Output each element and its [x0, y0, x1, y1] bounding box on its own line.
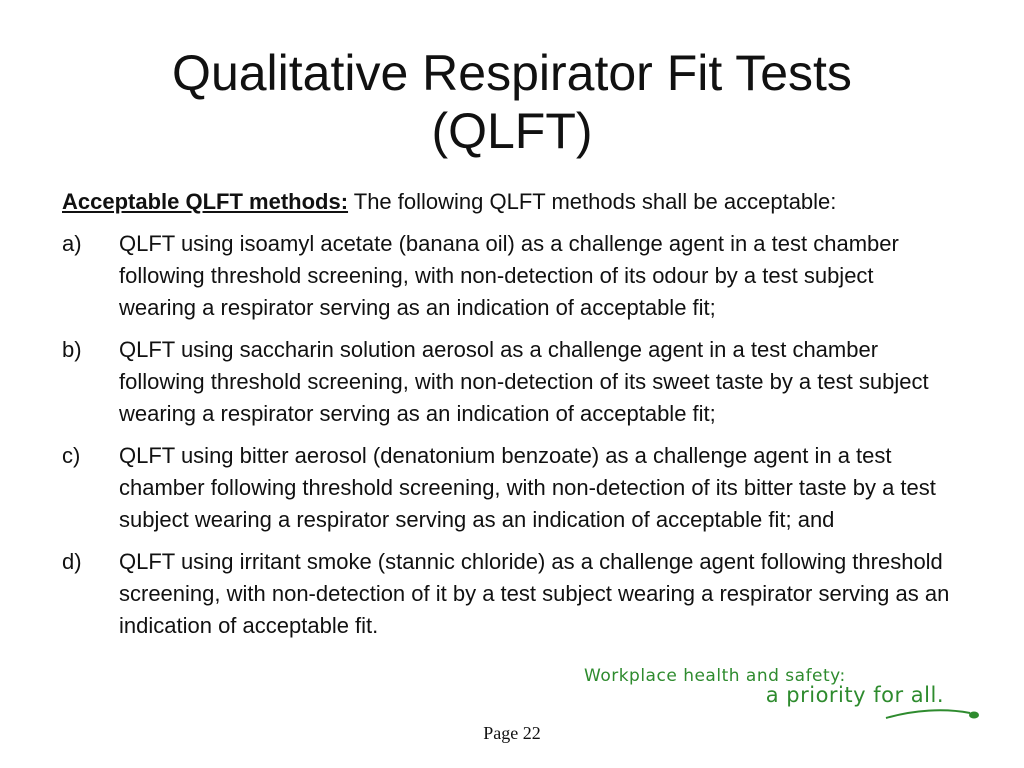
intro-text: The following QLFT methods shall be acceptable: — [348, 189, 837, 214]
method-text: QLFT using irritant smoke (stannic chloride) as a challenge agent following threshold screening, with non-detection of it by a test subject wearing a respirator serving as an indication of acceptable fit. — [119, 549, 950, 638]
slide-title-line1: Qualitative Respirator Fit Tests — [172, 45, 852, 101]
method-marker: a) — [62, 231, 82, 256]
intro-heading: Acceptable QLFT methods: — [62, 189, 349, 214]
method-item-c — [62, 440, 982, 536]
slide-body — [62, 186, 982, 652]
method-item-a — [62, 228, 982, 324]
method-item-d — [62, 546, 982, 642]
method-text: QLFT using bitter aerosol (denatonium benzoate) as a challenge agent in a test chamber following threshold screening, with non-detection of its bitter taste by a test subject wearing a respirator serving as an indication of acceptable fit; and — [119, 443, 936, 532]
method-text: QLFT using isoamyl acetate (banana oil) as a challenge agent in a test chamber following threshold screening, with non-detection of its odour by a test subject wearing a respirator serving as an indication of acceptable fit; — [119, 231, 899, 320]
method-marker: b) — [62, 337, 82, 362]
slide-title — [0, 44, 1024, 160]
workplace-safety-logo — [584, 666, 984, 722]
method-list — [62, 228, 982, 642]
method-marker: c) — [62, 443, 81, 468]
slide-title-line2: (QLFT) — [431, 103, 593, 159]
swoosh-icon — [884, 704, 984, 722]
method-text: QLFT using saccharin solution aerosol as a challenge agent in a test chamber following threshold screening, with non-detection of its sweet taste by a test subject wearing a respirator serving as an indication of acceptable fit; — [119, 337, 929, 426]
method-marker: d) — [62, 549, 82, 574]
logo-tagline-line2: a priority for all. — [765, 683, 944, 707]
method-item-b — [62, 334, 982, 430]
logo-tagline-line1: Workplace health and safety: — [584, 666, 846, 686]
intro-paragraph — [62, 186, 982, 218]
page-number: Page 22 — [483, 723, 541, 743]
